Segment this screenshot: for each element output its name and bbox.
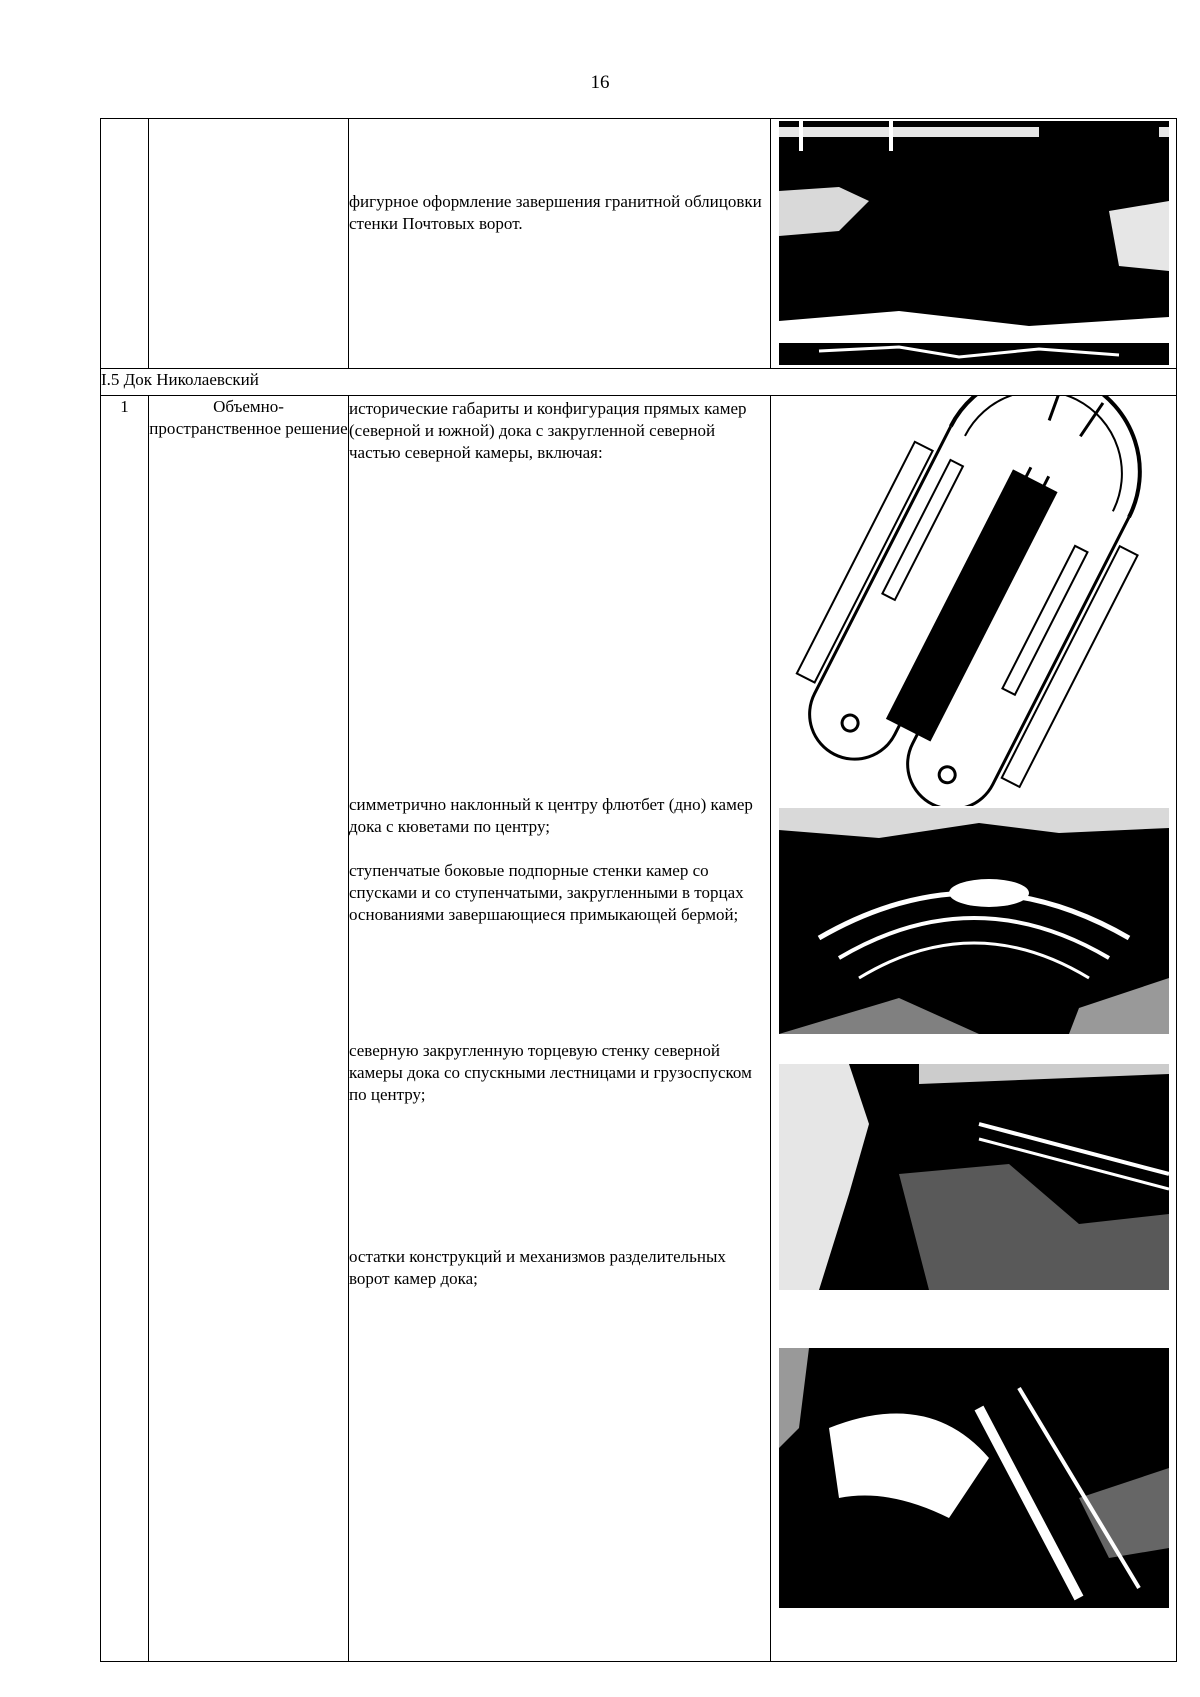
description-text: исторические габариты и конфигурация прямых камер (северной и южной) дока с закругленной северной частью северной камеры, включая: [349, 399, 747, 462]
monument-table [100, 118, 1177, 1662]
name-cell [149, 119, 349, 369]
photo-cell [771, 119, 1177, 369]
gate-remains-photo [779, 1348, 1169, 1608]
table-row [101, 119, 1177, 369]
description-text: симметрично наклонный к центру флютбет (дно) камер дока с кюветами по центру; [349, 795, 753, 836]
description-text: северную закругленную торцевую стенку северной камеры дока со спускными лестницами и грузоспуском по центру; [349, 1041, 752, 1104]
description-cell [349, 396, 771, 1662]
description-text: ступенчатые боковые подпорные стенки камер со спусками и со ступенчатыми, закругленными в торцах основаниями завершающиеся примыкающей бермой; [349, 861, 744, 924]
dock-bottom-photo [779, 808, 1169, 1034]
section-row [101, 369, 1177, 396]
section-title: I.5 Док Николаевский [101, 369, 1177, 396]
table-row [101, 396, 1177, 1662]
number-cell: 1 [101, 396, 149, 1662]
dock-plan-drawing [779, 396, 1169, 806]
name-cell: Объемно-пространственное решение [149, 396, 349, 1662]
description-text: остатки конструкций и механизмов разделительных ворот камер дока; [349, 1247, 726, 1288]
page-number: 16 [590, 72, 610, 93]
post-gate-wall-photo [779, 121, 1169, 365]
description-cell [349, 119, 771, 369]
north-wall-photo [779, 1064, 1169, 1290]
number-cell [101, 119, 149, 369]
description-text: фигурное оформление завершения гранитной облицовки стенки Почтовых ворот. [349, 192, 762, 233]
photo-cell [771, 396, 1177, 1662]
